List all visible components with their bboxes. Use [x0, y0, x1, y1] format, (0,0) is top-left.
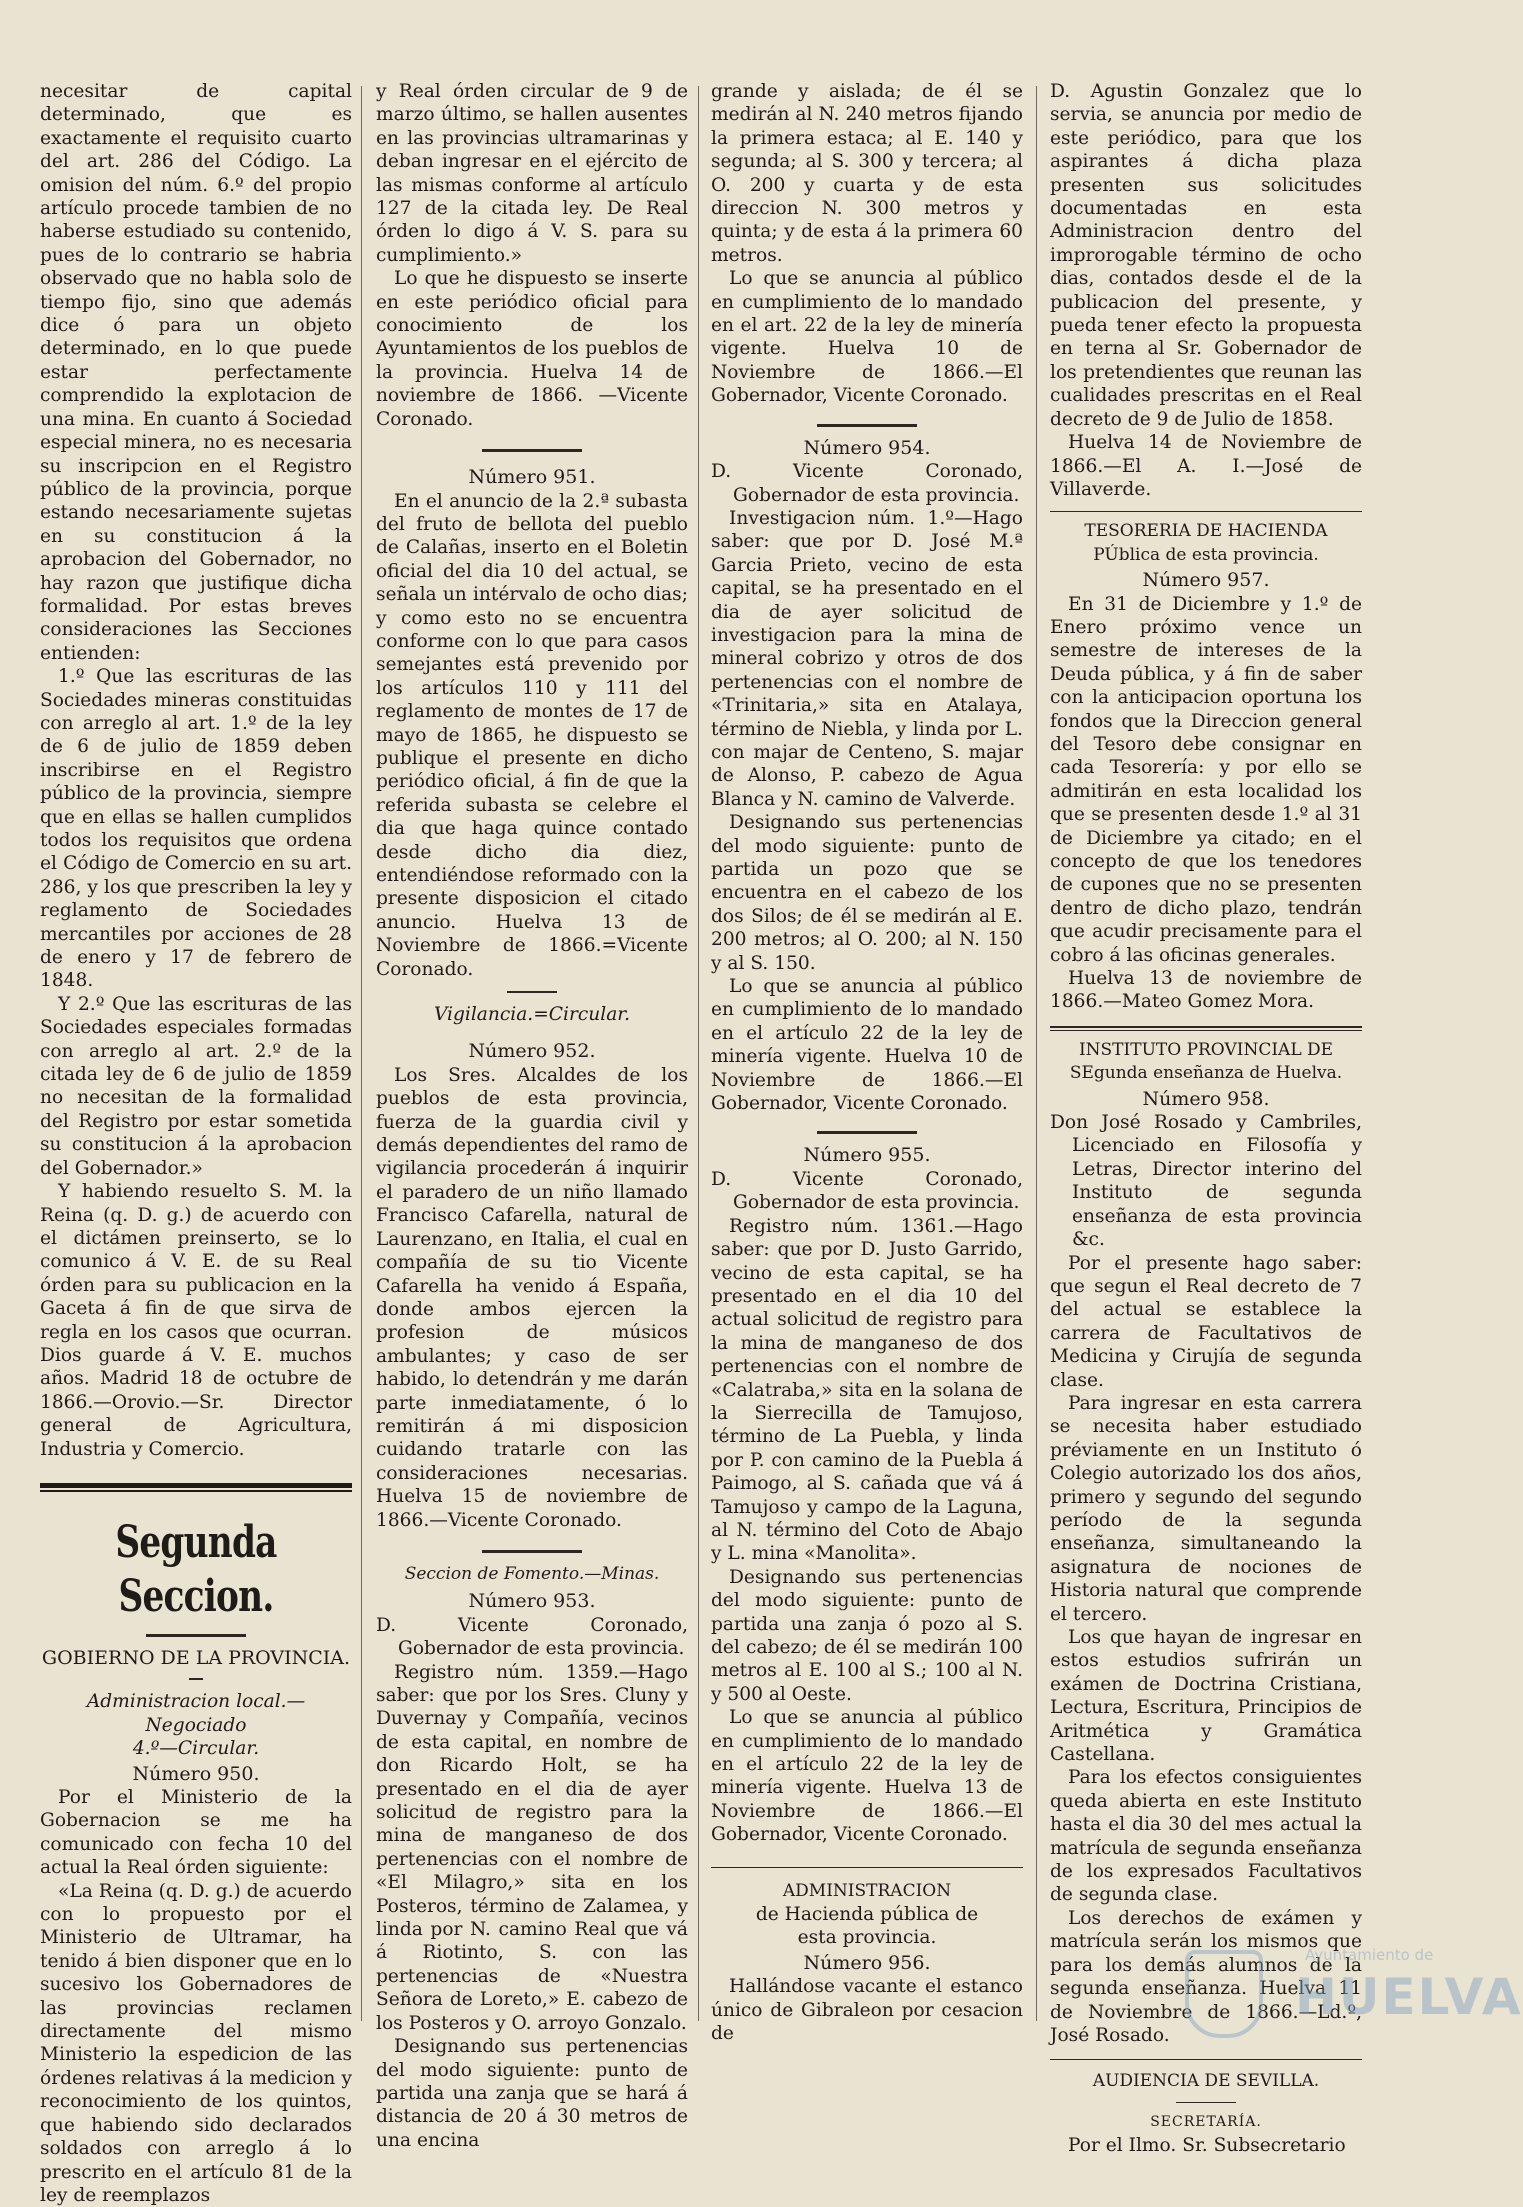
paragraph: Designando sus pertenencias del modo siguiente: punto de partida una zanja que se hará á distancia de 20 á 30 metros de una encina [376, 2036, 688, 2151]
watermark-big-text: HUELVA [1295, 1968, 1523, 2026]
section-rule [40, 1483, 352, 1488]
paragraph: D. Vicente Coronado, Gobernador de esta provincia. [376, 1614, 688, 1660]
section-heading: Segunda Seccion. [115, 1516, 277, 1622]
paragraph: Designando sus pertenencias del modo siguiente: punto de partida una zanja ó pozo al S. del cabezo; de él se medirán 100 metros al E. 100 al S.; 100 al N. y 500 al Oeste. [711, 1566, 1023, 1705]
column-2 [376, 80, 688, 2152]
divider [189, 1678, 203, 1680]
subheading: 4.º—Circular. [132, 1738, 260, 1760]
subheading: Administracion local.—Negociado [86, 1691, 306, 1736]
paragraph: Por el Ministerio de la Gobernacion se me ha comunicado con fecha 10 del actual la Real órden siguiente: [40, 1787, 352, 1879]
divider [1176, 2102, 1236, 2103]
divider [711, 1867, 1023, 1868]
divider [482, 449, 582, 452]
column-divider [698, 86, 699, 2021]
column-divider [1036, 86, 1037, 2021]
column-1 [40, 80, 352, 2207]
heading-administracion: ADMINISTRACION [782, 1880, 952, 1901]
paragraph: Lo que se anuncia al público en cumplimiento de lo mandado en el art. 22 de la ley de minería vigente. Huelva 10 de Noviembre de 1866.—El Gobernador, Vicente Coronado. [711, 268, 1023, 407]
paragraph: D. Agustin Gonzalez que lo servia, se anuncia por medio de este periódico, para que los aspirantes á dicha plaza presenten sus solicitudes documentadas en esta Administracion dentro del improrogable término de ocho dias, contados desde el de la publicacion del presente, y pueda tener efecto la propuesta en terna al Sr. Gobernador de los pretendientes que reunan las cualidades prescritas en el Real decreto de 9 de Julio de 1858. [1050, 81, 1362, 430]
paragraph: y Real órden circular de 9 de marzo último, se hallen ausentes en las provincias ultramarinas y deban ingresar en el ejército de las mismas conforme al artículo 127 de la citada ley. De Real órden lo digo á V. S. para su cumplimiento.» [376, 81, 688, 266]
divider [1050, 2059, 1362, 2060]
divider [817, 424, 917, 427]
paragraph: Huelva 13 de noviembre de 1866.—Mateo Gomez Mora. [1050, 968, 1362, 1013]
notice-number: Número 956. [803, 1951, 931, 1974]
paragraph: Designando sus pertenencias del modo siguiente: punto de partida un pozo que se encuentra en el cabezo de los dos Silos; de él se medirán al E. 200 metros; al O. 200; al N. 150 y al S. 150. [711, 812, 1023, 974]
paragraph: Y 2.º Que las escrituras de las Sociedades especiales formadas con arreglo al art. 2.º de la citada ley de 6 de julio de 1859 no necesitan de la formalidad del Registro por estar sometida su constitucion á la aprobacion del Gobernador.» [40, 993, 352, 1179]
notice-number: Número 951. [468, 466, 596, 489]
paragraph: Registro núm. 1361.—Hago saber: que por D. Justo Garrido, vecino de esta capital, se ha presentado en el dia 10 del actual solicitud de registro para la mina de manganeso de dos pertenencias con el nombre de «Calatraba,» sita en la solana de la Sierrecilla de Tamujoso, término de La Puebla, y linda por P. con camino de la Puebla á Paimogo, al S. cañada que vá á Tamujoso y campo de la Laguna, al N. término del Coto de Abajo y L. mina «Manolita». [711, 1215, 1023, 1565]
paragraph: Huelva 14 de Noviembre de 1866.—El A. I.—José de Villaverde. [1050, 432, 1362, 500]
paragraph: Hallándose vacante el estanco único de Gibraleon por cesacion de [711, 1976, 1023, 2045]
paragraph: En el anuncio de la 2.ª subasta del fruto de bellota del pueblo de Calañas, inserto en el Boletin oficial del dia 10 del actual, se señala un intérvalo de ocho dias; y como esto no se encuentra conforme con lo que para casos semejantes está prevenido por los artículos 110 y 111 del reglamento de montes de 17 de mayo de 1865, he dispuesto se publique el presente en dicho periódico oficial, á fin de que la referida subasta se celebre el dia que haga quince contado desde dicho dia diez, entendiéndose reformado con la presente disposicion el citado anuncio. Huelva 13 de Noviembre de 1866.=Vicente Coronado. [376, 490, 688, 980]
column-4 [1050, 80, 1362, 2158]
subheading: SECRETARÍA. [1150, 2113, 1262, 2130]
divider [146, 1634, 246, 1637]
paragraph: Los Sres. Alcaldes de los pueblos de esta provincia, fuerza de la guardia civil y demás dependientes del ramo de vigilancia procederán á inquirir el paradero de un niño llamado Francisco Cafarella, natural de Laurenzano, en Italia, el cual en compañía de su tio Vicente Cafarella ha venido á España, donde ambos ejercen la profesion de músicos ambulantes; y caso de ser habido, lo detendrán y me darán parte inmediatamente, ó lo remitirán á mi disposicion cuidando tratarle con las consideraciones necesarias. Huelva 15 de noviembre de 1866.—Vicente Coronado. [376, 1064, 688, 1531]
paragraph: Y habiendo resuelto S. M. la Reina (q. D. g.) de acuerdo con el dictámen preinserto, se lo comunico á V. E. de su Real órden para su publicacion en la Gaceta á fin de que sirva de regla en los casos que ocurran. Dios guarde á V. E. muchos años. Madrid 18 de octubre de 1866.—Orovio.—Sr. Director general de Agricultura, Industria y Comercio. [40, 1181, 352, 1460]
paragraph: Investigacion núm. 1.º—Hago saber: que por D. José M.ª Garcia Prieto, vecino de esta capital, se ha presentado en el dia de ayer solicitud de investigacion para la mina de mineral cobrizo y otros de dos pertenencias con el nombre de «Trinitaria,» sita en Atalaya, término de Niebla, y linda por L. con majar de Centeno, S. majar de Alonso, P. cabezo de Agua Blanca y N. camino de Valverde. [711, 507, 1023, 810]
column-divider [361, 86, 362, 2021]
paragraph: Lo que se anuncia al público en cumplimiento de lo mandado en el artículo 22 de la ley de minería vigente. Huelva 13 de Noviembre de 1866.—El Gobernador, Vicente Coronado. [711, 1707, 1023, 1846]
paragraph: Don José Rosado y Cambriles, Licenciado en Filosofía y Letras, Director interino del Instituto de segunda enseñanza de esta provincia &c. [1050, 1112, 1362, 1251]
heading-tesoreria: TESORERIA DE HACIENDA PÚblica de esta provincia. [1084, 521, 1328, 565]
notice-number: Número 955. [803, 1144, 931, 1167]
heading-gobierno: GOBIERNO DE LA PROVINCIA. [41, 1646, 351, 1669]
paragraph: Por el Ilmo. Sr. Subsecretario [1068, 2135, 1346, 2157]
subheading: Seccion de Fomento.—Minas. [404, 1563, 660, 1584]
paragraph: En 31 de Diciembre y 1.º de Enero próximo vence un semestre de intereses de la Deuda pública, y á fin de saber con la anticipacion oportuna los fondos que la Direccion general del Tesoro debe consignar en cada Tesorería: y por ello se admitirán en esta localidad los que se presenten desde 1.º al 31 de Diciembre ya citado; en el concepto de que los tenedores de cupones que no se presenten dentro de dicho plazo, tendrán que acudir precisamente para el cobro á las oficinas generales. [1050, 593, 1362, 966]
column-3 [711, 80, 1023, 2046]
shield-logo-icon [1185, 1950, 1263, 2038]
notice-number: Número 958. [1142, 1087, 1270, 1110]
paragraph: Los que hayan de ingresar en estos estudios sufrirán un exámen de Doctrina Cristiana, Lectura, Escritura, Principios de Aritmética y Gramática Castellana. [1050, 1627, 1362, 1766]
divider [507, 991, 557, 993]
paragraph: Los derechos de exámen y matrícula serán los mismos que para los demás alumnos de la segunda enseñanza. Huelva 11 de Noviembre de 1866.—Ld.º, José Rosado. [1050, 1907, 1362, 2046]
heading-instituto: INSTITUTO PROVINCIAL DE SEgunda enseñanza de Huelva. [1069, 1039, 1343, 1084]
paragraph: Por el presente hago saber: que segun el Real decreto de 7 del actual se establece la carrera de Facultativos de Medicina y Cirujía de segunda clase. [1050, 1252, 1362, 1391]
watermark-small-text: Ayuntamiento de [1305, 1946, 1434, 1964]
heading-audiencia: AUDIENCIA DE SEVILLA. [1092, 2071, 1320, 2092]
notice-number: Número 957. [1142, 569, 1270, 592]
paragraph: D. Vicente Coronado, Gobernador de esta provincia. [711, 1168, 1023, 1214]
paragraph: Para ingresar en esta carrera se necesita haber estudiado préviamente en un Instituto ó Colegio autorizado los dos años, primero y segundo del segundo período de la segunda enseñanza, simultaneando la asignatura de nociones de Historia natural que comprende el tercero. [1050, 1392, 1362, 1625]
watermark [1185, 1940, 1523, 2040]
paragraph: grande y aislada; de él se medirán al N. 240 metros fijando la primera estaca; al E. 140 y segunda; al S. 300 y tercera; al O. 200 y cuarta y de esta direccion N. 300 metros y quinta; y de esta á la primera 60 metros. [711, 81, 1023, 266]
notice-number: Número 953. [468, 1590, 596, 1613]
paragraph: necesitar de capital determinado, que es exactamente el requisito cuarto del art. 286 del Código. La omision del núm. 6.º del propio artículo procede tambien de no haberse estudiado su contenido, pues de lo contrario se habria observado que no habla solo de tiempo fijo, sino que además dice ó para un objeto determinado, en lo que puede estar perfectamente comprendido la explotacion de una mina. En cuanto á Sociedad especial minera, no es necesaria su inscripcion en el Registro público de la provincia, porque estando necesariamente sujetas en su constitucion á la aprobacion del Gobernador, no hay razon que justifique dicha formalidad. Por estas breves consideraciones las Secciones entienden: [40, 81, 352, 664]
subheading: de Hacienda pública de esta provincia. [755, 1904, 979, 1949]
divider [1050, 1026, 1362, 1031]
paragraph: 1.º Que las escrituras de las Sociedades mineras constituidas con arreglo al art. 1.º de la ley de 6 de julio de 1859 deben inscribirse en el Registro público de la provincia, siempre que en ellas se hallen cumplidos todos los requisitos que ordena el Código de Comercio en su art. 286, y los que prescriben la ley y reglamento de Sociedades mercantiles por acciones de 28 de enero y 17 de febrero de 1848. [40, 666, 352, 992]
paragraph: Para los efectos consiguientes queda abierta en este Instituto hasta el dia 30 del mes actual la matrícula de segunda enseñanza de los expresados Facultativos de segunda clase. [1050, 1767, 1362, 1906]
notice-number: Número 952. [468, 1040, 596, 1063]
divider [817, 1131, 917, 1134]
paragraph: Registro núm. 1359.—Hago saber: que por los Sres. Cluny y Duvernay y Compañía, vecinos de esta capital, en nombre de don Ricardo Holt, se ha presentado en el dia de ayer solicitud de registro para la mina de manganeso de dos pertenencias con el nombre de «El Milagro,» sita en los Posteros, término de Zalamea, y linda por N. camino Real que vá á Riotinto, S. con las pertenencias de «Nuestra Señora de Loreto,» E. cabezo de los Posteros y O. arroyo Gonzalo. [376, 1661, 688, 2034]
section-rule [40, 1490, 352, 1492]
divider [482, 1550, 582, 1553]
paragraph: Lo que he dispuesto se inserte en este periódico oficial para conocimiento de los Ayuntamientos de los pueblos de la provincia. Huelva 14 de noviembre de 1866. —Vicente Coronado. [376, 268, 688, 430]
subheading: Vigilancia.=Circular. [433, 1004, 631, 1026]
divider [1050, 511, 1362, 512]
notice-number: Número 954. [803, 436, 931, 459]
notice-number: Número 950. [132, 1762, 260, 1785]
paragraph: D. Vicente Coronado, Gobernador de esta provincia. [711, 461, 1023, 506]
paragraph: «La Reina (q. D. g.) de acuerdo con lo propuesto por el Ministerio de Ultramar, ha tenido á bien disponer que en lo sucesivo los Gobernadores de las provincias reclamen directamente del mismo Ministerio la espedicion de las órdenes relativas á la medicion y reconocimiento de los quintos, que habiendo sido declarados soldados con arreglo á lo prescrito en el artículo 81 de la ley de reemplazos [40, 1880, 352, 2206]
paragraph: Lo que se anuncia al público en cumplimiento de lo mandado en el artículo 22 de la ley de minería vigente. Huelva 10 de Noviembre de 1866.—El Gobernador, Vicente Coronado. [711, 976, 1023, 1115]
